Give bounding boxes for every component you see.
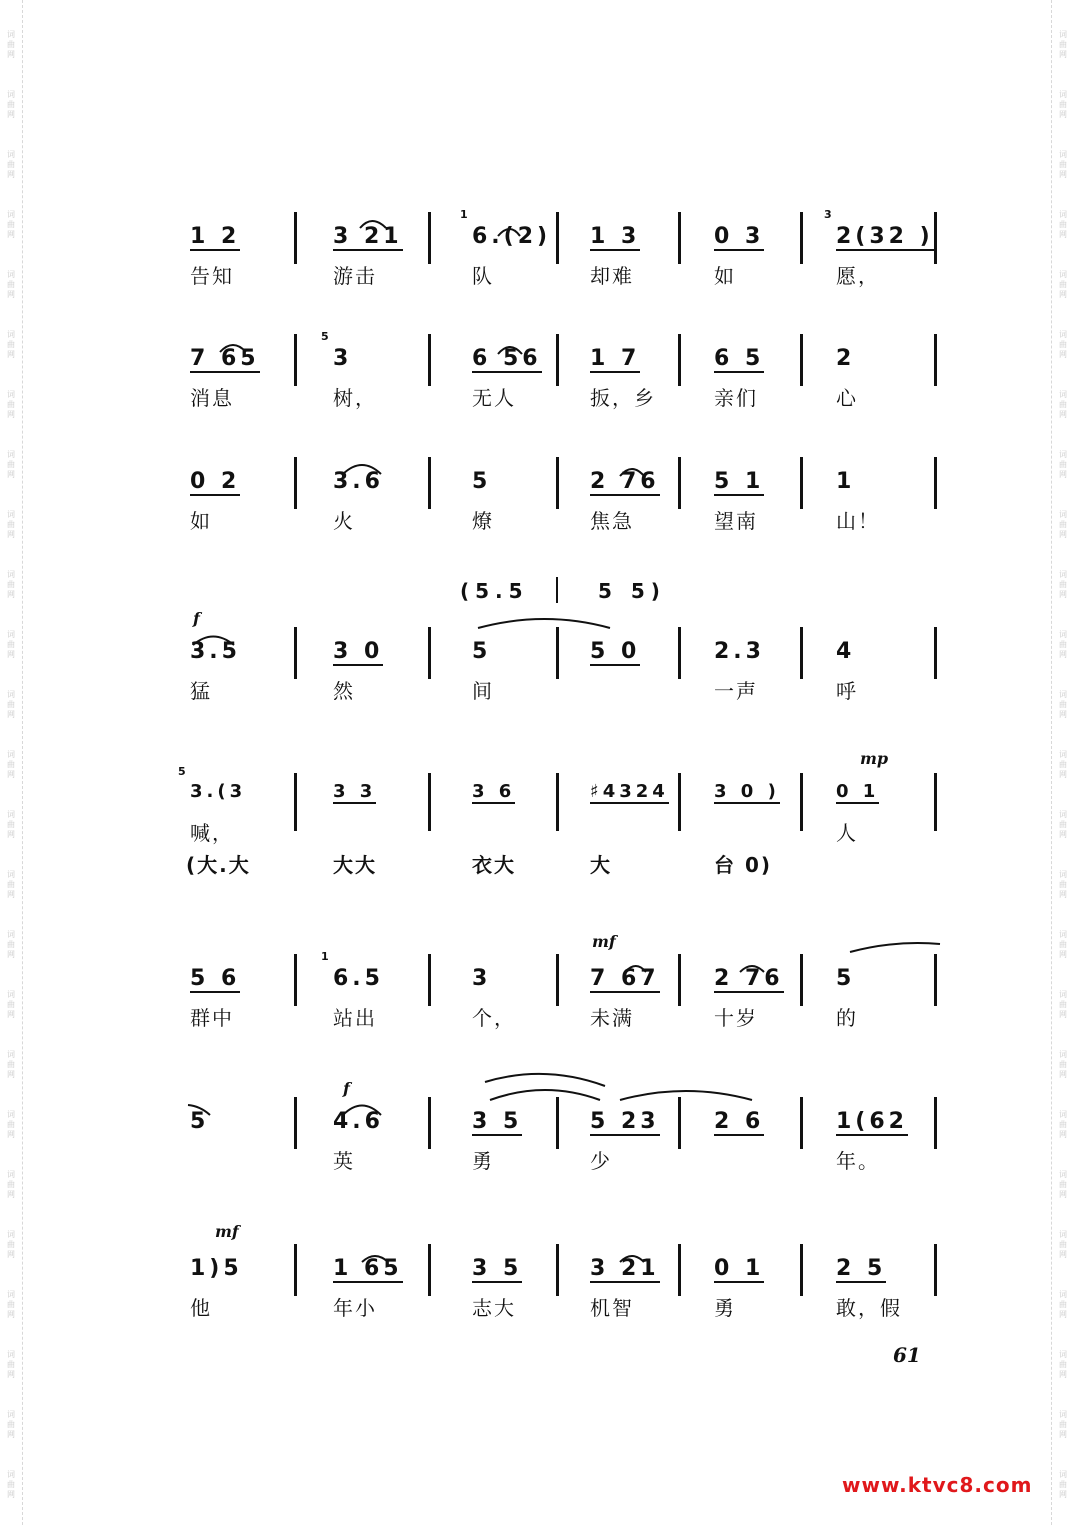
lyric-text: 消息	[190, 386, 234, 410]
barline	[428, 773, 431, 831]
jianpu-notes: 7 65	[190, 346, 260, 371]
jianpu-notes: 3 6	[472, 781, 516, 802]
watermark-text: 词曲网	[7, 330, 15, 359]
dynamic-marking: mp	[860, 749, 889, 768]
watermark-text: 词曲网	[1059, 570, 1067, 599]
watermark-text: 词曲网	[1059, 930, 1067, 959]
dynamic-marking: mf	[215, 1222, 239, 1241]
watermark-text: 词曲网	[1059, 990, 1067, 1019]
lyric-text: 游击	[333, 264, 377, 288]
lyric-text: 亲们	[714, 386, 758, 410]
lyric-text: 人	[836, 821, 858, 845]
jianpu-notes: 3.5	[190, 639, 241, 664]
barline	[678, 773, 681, 831]
watermark-text: 词曲网	[7, 630, 15, 659]
barline	[934, 954, 937, 1006]
watermark-text: 词曲网	[1059, 810, 1067, 839]
grace-note: 3	[824, 208, 832, 221]
jianpu-notes: 5	[836, 966, 856, 991]
jianpu-notes: 5	[190, 1109, 210, 1134]
watermark-text: 词曲网	[1059, 1350, 1067, 1379]
watermark-text: 词曲网	[7, 1050, 15, 1079]
lyric-text: 心	[836, 386, 858, 410]
instrumental-notes: 5 5)	[598, 579, 666, 603]
lyric-text: 机智	[590, 1296, 634, 1320]
jianpu-notes: 5	[472, 469, 492, 494]
lyric-text: 焦急	[590, 509, 634, 533]
watermark-text: 词曲网	[1059, 390, 1067, 419]
barline	[428, 334, 431, 386]
jianpu-notes: 1(62	[836, 1109, 908, 1134]
jianpu-notes: 5 1	[714, 469, 765, 494]
site-logo-text: www.ktvc8.com	[842, 1473, 1033, 1497]
dynamic-marking: f	[193, 609, 200, 628]
jianpu-notes: 1 65	[333, 1256, 403, 1281]
watermark-text: 词曲网	[1059, 210, 1067, 239]
percussion-text: 大大	[333, 853, 377, 877]
slur	[620, 1091, 752, 1100]
watermark-text: 词曲网	[7, 1350, 15, 1379]
watermark-text: 词曲网	[7, 90, 15, 119]
barline	[294, 627, 297, 679]
lyric-text: 却难	[590, 264, 634, 288]
lyric-text: 火	[333, 509, 355, 533]
percussion-text: 台 0)	[714, 853, 773, 877]
barline	[678, 212, 681, 264]
lyric-text: 个，	[472, 1006, 516, 1030]
jianpu-notes: 5 0	[590, 639, 641, 664]
lyric-text: 他	[190, 1296, 212, 1320]
jianpu-notes: 3 21	[590, 1256, 660, 1281]
jianpu-notes: 1)5	[190, 1256, 243, 1281]
watermark-text: 词曲网	[1059, 690, 1067, 719]
barline	[934, 627, 937, 679]
lyric-text: 十岁	[714, 1006, 758, 1030]
jianpu-notes: 2	[836, 346, 856, 371]
barline	[556, 954, 559, 1006]
watermark-text: 词曲网	[7, 750, 15, 779]
watermark-text: 词曲网	[1059, 630, 1067, 659]
jianpu-notes: 3 0	[333, 639, 384, 664]
barline	[428, 627, 431, 679]
jianpu-notes: 2 76	[714, 966, 784, 991]
jianpu-notes: 3.6	[333, 469, 384, 494]
percussion-text: 衣大	[472, 853, 516, 877]
watermark-text: 词曲网	[1059, 330, 1067, 359]
jianpu-notes: 6.(2)	[472, 224, 552, 249]
barline	[678, 627, 681, 679]
jianpu-notes: 3 0 )	[714, 781, 780, 802]
barline	[556, 1244, 559, 1296]
barline	[294, 1097, 297, 1149]
barline	[294, 1244, 297, 1296]
jianpu-notes: 5 6	[190, 966, 241, 991]
jianpu-notes: 0 2	[190, 469, 241, 494]
lyric-text: 树，	[333, 386, 377, 410]
lyric-text: 年。	[836, 1149, 880, 1173]
slur	[850, 943, 940, 952]
jianpu-notes: 6 56	[472, 346, 542, 371]
watermark-text: 词曲网	[7, 30, 15, 59]
jianpu-notes: 0 1	[836, 781, 880, 802]
jianpu-notes: 5	[472, 639, 492, 664]
watermark-text: 词曲网	[7, 510, 15, 539]
jianpu-notes: 3 5	[472, 1109, 523, 1134]
watermark-text: 词曲网	[1059, 30, 1067, 59]
lyric-text: 年小	[333, 1296, 377, 1320]
barline	[934, 334, 937, 386]
watermark-text: 词曲网	[1059, 1050, 1067, 1079]
jianpu-notes: 2 76	[590, 469, 660, 494]
lyric-text: 的	[836, 1006, 858, 1030]
lyric-text: 英	[333, 1149, 355, 1173]
jianpu-notes: 3.(3	[190, 781, 247, 802]
watermark-text: 词曲网	[7, 390, 15, 419]
lyric-text: 未满	[590, 1006, 634, 1030]
jianpu-notes: 4.6	[333, 1109, 384, 1134]
watermark-text: 词曲网	[1059, 270, 1067, 299]
watermark-text: 词曲网	[1059, 1410, 1067, 1439]
barline	[934, 457, 937, 509]
watermark-text: 词曲网	[7, 930, 15, 959]
barline	[556, 212, 559, 264]
lyric-text: 志大	[472, 1296, 516, 1320]
barline	[428, 1097, 431, 1149]
barline	[934, 773, 937, 831]
jianpu-notes: 2 6	[714, 1109, 765, 1134]
barline	[800, 627, 803, 679]
grace-note: 5	[178, 765, 186, 778]
barline	[800, 457, 803, 509]
lyric-text: 勇	[714, 1296, 736, 1320]
barline	[556, 577, 558, 603]
jianpu-notes: 1 3	[590, 224, 641, 249]
watermark-column-right	[1052, 0, 1074, 1525]
jianpu-notes: 1 7	[590, 346, 641, 371]
watermark-text: 词曲网	[7, 810, 15, 839]
barline	[294, 954, 297, 1006]
barline	[800, 954, 803, 1006]
barline	[800, 334, 803, 386]
slur	[485, 1074, 605, 1086]
lyric-text: 如	[714, 264, 736, 288]
jianpu-notes: 3 3	[333, 781, 377, 802]
barline	[556, 1097, 559, 1149]
lyric-text: 无人	[472, 386, 516, 410]
lyric-text: 望南	[714, 509, 758, 533]
barline	[428, 212, 431, 264]
watermark-text: 词曲网	[1059, 90, 1067, 119]
watermark-text: 词曲网	[7, 450, 15, 479]
barline	[678, 1244, 681, 1296]
watermark-text: 词曲网	[7, 1170, 15, 1199]
barline	[428, 954, 431, 1006]
barline	[678, 1097, 681, 1149]
watermark-text: 词曲网	[1059, 510, 1067, 539]
watermark-text: 词曲网	[7, 1470, 15, 1499]
jianpu-notes: 1	[836, 469, 856, 494]
lyric-text: 如	[190, 509, 212, 533]
watermark-text: 词曲网	[7, 270, 15, 299]
barline	[294, 457, 297, 509]
jianpu-notes: 0 3	[714, 224, 765, 249]
lyric-text: 敢，假	[836, 1296, 902, 1320]
barline	[428, 457, 431, 509]
watermark-text: 词曲网	[1059, 150, 1067, 179]
watermark-text: 词曲网	[1059, 750, 1067, 779]
barline	[800, 773, 803, 831]
lyric-text: 一声	[714, 679, 758, 703]
lyric-text: 扳，乡	[590, 386, 656, 410]
jianpu-notes: 1 2	[190, 224, 241, 249]
jianpu-notes: 4	[836, 639, 856, 664]
lyric-text: 呼	[836, 679, 858, 703]
watermark-text: 词曲网	[1059, 450, 1067, 479]
watermark-text: 词曲网	[1059, 1230, 1067, 1259]
grace-note: 1	[460, 208, 468, 221]
dynamic-marking: mf	[592, 932, 616, 951]
watermark-text: 词曲网	[7, 1110, 15, 1139]
lyric-text: 间	[472, 679, 494, 703]
watermark-text: 词曲网	[1059, 1110, 1067, 1139]
barline	[934, 1244, 937, 1296]
percussion-text: (大.大	[186, 853, 251, 877]
barline	[934, 212, 937, 264]
percussion-text: 大	[590, 853, 612, 877]
barline	[556, 627, 559, 679]
watermark-text: 词曲网	[7, 870, 15, 899]
barline	[294, 773, 297, 831]
watermark-text: 词曲网	[7, 150, 15, 179]
watermark-column-left	[0, 0, 22, 1525]
lyric-text: 群中	[190, 1006, 234, 1030]
jianpu-notes: 3	[472, 966, 492, 991]
watermark-text: 词曲网	[7, 1230, 15, 1259]
lyric-text: 愿，	[836, 264, 880, 288]
jianpu-notes: 3	[333, 346, 353, 371]
lyric-text: 然	[333, 679, 355, 703]
watermark-text: 词曲网	[7, 690, 15, 719]
jianpu-notes: 0 1	[714, 1256, 765, 1281]
dynamic-marking: f	[343, 1079, 350, 1098]
jianpu-notes: ♯4324	[590, 781, 669, 802]
watermark-text: 词曲网	[7, 210, 15, 239]
barline	[678, 457, 681, 509]
slur	[490, 1090, 600, 1100]
watermark-text: 词曲网	[7, 1290, 15, 1319]
barline	[556, 334, 559, 386]
lyric-text: 队	[472, 264, 494, 288]
watermark-text: 词曲网	[1059, 1170, 1067, 1199]
lyric-text: 山！	[836, 509, 880, 533]
lyric-text: 勇	[472, 1149, 494, 1173]
lyric-text: 告知	[190, 264, 234, 288]
watermark-text: 词曲网	[7, 1410, 15, 1439]
barline	[294, 334, 297, 386]
barline	[934, 1097, 937, 1149]
lyric-text: 燎	[472, 509, 494, 533]
jianpu-notes: 3 5	[472, 1256, 523, 1281]
instrumental-notes: (5.5	[460, 579, 529, 603]
barline	[294, 212, 297, 264]
jianpu-notes: 6.5	[333, 966, 384, 991]
page-number: 61	[893, 1343, 921, 1367]
lyric-text: 站出	[333, 1006, 377, 1030]
barline	[800, 1244, 803, 1296]
grace-note: 5	[321, 330, 329, 343]
jianpu-notes: 2(32 )	[836, 224, 934, 249]
slur	[478, 619, 610, 628]
barline	[678, 954, 681, 1006]
jianpu-notes: 3 21	[333, 224, 403, 249]
jianpu-notes: 2.3	[714, 639, 765, 664]
barline	[428, 1244, 431, 1296]
watermark-text: 词曲网	[1059, 1470, 1067, 1499]
lyric-text: 猛	[190, 679, 212, 703]
jianpu-notes: 5 23	[590, 1109, 660, 1134]
watermark-text: 词曲网	[1059, 1290, 1067, 1319]
jianpu-notes: 6 5	[714, 346, 765, 371]
barline	[678, 334, 681, 386]
watermark-text: 词曲网	[1059, 870, 1067, 899]
jianpu-notes: 7 67	[590, 966, 660, 991]
barline	[556, 773, 559, 831]
barline	[556, 457, 559, 509]
barline	[800, 1097, 803, 1149]
watermark-text: 词曲网	[7, 570, 15, 599]
barline	[800, 212, 803, 264]
lyric-text: 少	[590, 1149, 612, 1173]
jianpu-notes: 2 5	[836, 1256, 887, 1281]
lyric-text: 喊，	[190, 821, 234, 845]
watermark-text: 词曲网	[7, 990, 15, 1019]
grace-note: 1	[321, 950, 329, 963]
